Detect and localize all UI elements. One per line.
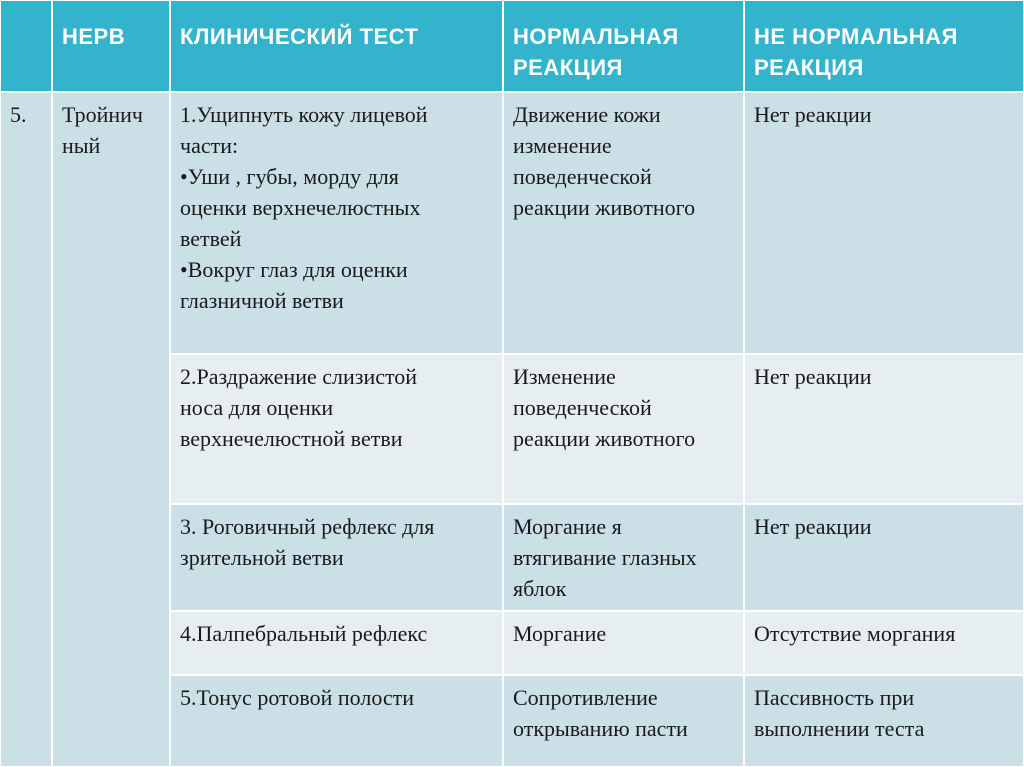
abnormal-reaction-cell-4: Отсутствие моргания — [744, 611, 1024, 675]
test-cell-1: 1.Ущипнуть кожу лицевой части: •Уши , губы, морду для оценки верхнечелюстных ветвей •Вокруг глаз для оценки глазничной ветви — [170, 92, 503, 354]
test-cell-3: 3. Роговичный рефлекс для зрительной ветви — [170, 504, 503, 611]
abnormal-reaction-cell-3: Нет реакции — [744, 504, 1024, 611]
header-clinical-test: КЛИНИЧЕСКИЙ ТЕСТ — [170, 0, 503, 92]
test-cell-2: 2.Раздражение слизистой носа для оценки верхнечелюстной ветви — [170, 354, 503, 504]
normal-reaction-cell-3: Моргание я втягивание глазных яблок — [503, 504, 744, 611]
test-cell-4: 4.Палпебральный рефлекс — [170, 611, 503, 675]
abnormal-reaction-cell-1: Нет реакции — [744, 92, 1024, 354]
header-number-cell — [0, 0, 52, 92]
nerve-name-cell: Тройнич ный — [52, 92, 170, 767]
normal-reaction-cell-4: Моргание — [503, 611, 744, 675]
row-number-cell: 5. — [0, 92, 52, 767]
header-normal-reaction: НОРМАЛЬНАЯ РЕАКЦИЯ — [503, 0, 744, 92]
header-abnormal-reaction: НЕ НОРМАЛЬНАЯ РЕАКЦИЯ — [744, 0, 1024, 92]
normal-reaction-cell-5: Сопротивление открыванию пасти — [503, 675, 744, 767]
normal-reaction-cell-1: Движение кожи изменение поведенческой реакции животного — [503, 92, 744, 354]
normal-reaction-cell-2: Изменение поведенческой реакции животного — [503, 354, 744, 504]
header-nerve: НЕРВ — [52, 0, 170, 92]
test-cell-5: 5.Тонус ротовой полости — [170, 675, 503, 767]
abnormal-reaction-cell-5: Пассивность при выполнении теста — [744, 675, 1024, 767]
abnormal-reaction-cell-2: Нет реакции — [744, 354, 1024, 504]
